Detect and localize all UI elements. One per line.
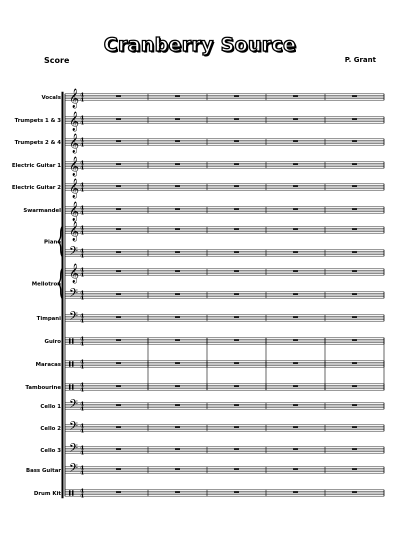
whole-rest: [293, 385, 298, 386]
instrument-name: Piano: [44, 239, 61, 246]
whole-rest: [352, 140, 357, 141]
whole-rest: [175, 228, 180, 229]
time-signature-bottom: 4: [79, 406, 85, 413]
whole-rest: [116, 468, 121, 469]
time-signature-bottom: 4: [79, 470, 85, 477]
whole-rest: [293, 251, 298, 252]
time-signature-top: 4: [79, 160, 85, 167]
time-signature-bottom: 4: [79, 253, 85, 260]
whole-rest: [175, 339, 180, 340]
whole-rest: [116, 118, 121, 119]
time-signature-bottom: 4: [79, 493, 85, 500]
instrument-name: Maracas: [35, 362, 61, 368]
treble-clef: 𝄞: [69, 178, 80, 199]
whole-rest: [234, 185, 239, 186]
whole-rest: [352, 293, 357, 294]
whole-rest: [352, 95, 357, 96]
percussion-clef: [69, 338, 71, 343]
whole-rest: [234, 448, 239, 449]
percussion-clef: [72, 490, 74, 495]
whole-rest: [293, 491, 298, 492]
whole-rest: [175, 293, 180, 294]
whole-rest: [352, 185, 357, 186]
whole-rest: [352, 251, 357, 252]
bass-clef: 𝄢: [69, 287, 79, 303]
whole-rest: [293, 270, 298, 271]
time-signature-top: 4: [79, 382, 85, 389]
whole-rest: [293, 339, 298, 340]
whole-rest: [116, 251, 121, 252]
whole-rest: [293, 140, 298, 141]
time-signature-bottom: 4: [79, 364, 85, 371]
whole-rest: [175, 491, 180, 492]
time-signature-top: 4: [79, 488, 85, 495]
percussion-clef: [72, 361, 74, 366]
whole-rest: [116, 491, 121, 492]
whole-rest: [234, 316, 239, 317]
treble-clef: 𝄞: [69, 88, 80, 109]
whole-rest: [234, 228, 239, 229]
whole-rest: [234, 468, 239, 469]
time-signature-bottom: 4: [79, 187, 85, 194]
whole-rest: [116, 448, 121, 449]
time-signature-bottom: 4: [79, 387, 85, 394]
time-signature-top: 4: [79, 465, 85, 472]
time-signature-bottom: 4: [79, 450, 85, 457]
whole-rest: [116, 228, 121, 229]
instrument-name: Electric Guitar 1: [11, 163, 61, 169]
whole-rest: [352, 118, 357, 119]
instrument-name: Vocals: [41, 95, 61, 101]
whole-rest: [293, 228, 298, 229]
instrument-name: Electric Guitar 2: [11, 185, 61, 191]
whole-rest: [175, 316, 180, 317]
whole-rest: [352, 404, 357, 405]
percussion-clef: [69, 361, 71, 366]
instrument-name: Bass Guitar: [25, 468, 61, 474]
time-signature-bottom: 4: [79, 318, 85, 325]
time-signature-bottom: 4: [79, 210, 85, 217]
whole-rest: [293, 468, 298, 469]
whole-rest: [116, 339, 121, 340]
percussion-clef: [72, 384, 74, 389]
whole-rest: [116, 362, 121, 363]
whole-rest: [234, 270, 239, 271]
composer-name: P. Grant: [344, 56, 376, 64]
time-signature-bottom: 4: [79, 341, 85, 348]
time-signature-top: 4: [79, 401, 85, 408]
time-signature-top: 4: [79, 290, 85, 297]
time-signature-top: 4: [79, 359, 85, 366]
whole-rest: [293, 118, 298, 119]
time-signature-top: 4: [79, 423, 85, 430]
treble-clef: 𝄞: [69, 221, 80, 242]
whole-rest: [175, 468, 180, 469]
instrument-name: Cello 1: [40, 404, 61, 410]
whole-rest: [116, 385, 121, 386]
whole-rest: [234, 491, 239, 492]
whole-rest: [175, 208, 180, 209]
instrument-name: Trumpets 1 & 3: [14, 118, 61, 124]
whole-rest: [234, 293, 239, 294]
whole-rest: [293, 293, 298, 294]
whole-rest: [293, 404, 298, 405]
whole-rest: [116, 270, 121, 271]
time-signature-top: 4: [79, 336, 85, 343]
whole-rest: [175, 185, 180, 186]
whole-rest: [293, 163, 298, 164]
time-signature-bottom: 4: [79, 230, 85, 237]
time-signature-top: 4: [79, 182, 85, 189]
instrument-name: Cello 2: [40, 426, 61, 432]
whole-rest: [293, 185, 298, 186]
bass-clef: 𝄢: [69, 398, 79, 414]
treble-clef: 𝄞: [69, 156, 80, 177]
treble-clef: 𝄞: [69, 133, 80, 154]
time-signature-top: 4: [79, 92, 85, 99]
time-signature-bottom: 4: [79, 97, 85, 104]
instrument-name: Timpani: [36, 316, 61, 322]
time-signature-bottom: 4: [79, 142, 85, 149]
whole-rest: [352, 163, 357, 164]
treble-clef: 𝄞: [69, 111, 80, 132]
time-signature-bottom: 4: [79, 272, 85, 279]
whole-rest: [293, 426, 298, 427]
whole-rest: [234, 118, 239, 119]
whole-rest: [234, 339, 239, 340]
treble-clef: 𝄞: [69, 263, 80, 284]
whole-rest: [293, 448, 298, 449]
time-signature-bottom: 4: [79, 165, 85, 172]
whole-rest: [116, 185, 121, 186]
whole-rest: [234, 95, 239, 96]
time-signature-bottom: 4: [79, 120, 85, 127]
whole-rest: [175, 140, 180, 141]
whole-rest: [293, 362, 298, 363]
whole-rest: [352, 316, 357, 317]
whole-rest: [234, 163, 239, 164]
whole-rest: [116, 140, 121, 141]
percussion-clef: [69, 384, 71, 389]
whole-rest: [175, 426, 180, 427]
whole-rest: [234, 208, 239, 209]
time-signature-top: 4: [79, 445, 85, 452]
score-title: Cranberry Source: [103, 34, 297, 56]
whole-rest: [352, 362, 357, 363]
whole-rest: [352, 426, 357, 427]
whole-rest: [352, 468, 357, 469]
whole-rest: [116, 95, 121, 96]
whole-rest: [175, 385, 180, 386]
whole-rest: [116, 404, 121, 405]
whole-rest: [234, 404, 239, 405]
whole-rest: [175, 362, 180, 363]
whole-rest: [234, 362, 239, 363]
bass-clef: 𝄢: [69, 420, 79, 436]
whole-rest: [116, 316, 121, 317]
whole-rest: [175, 404, 180, 405]
whole-rest: [116, 293, 121, 294]
whole-rest: [352, 385, 357, 386]
instrument-name: Guiro: [44, 339, 61, 345]
time-signature-top: 4: [79, 267, 85, 274]
whole-rest: [234, 385, 239, 386]
whole-rest: [175, 95, 180, 96]
time-signature-bottom: 4: [79, 428, 85, 435]
percussion-clef: [72, 338, 74, 343]
whole-rest: [175, 270, 180, 271]
whole-rest: [116, 208, 121, 209]
whole-rest: [352, 491, 357, 492]
treble-clef: 𝄞: [69, 201, 80, 222]
whole-rest: [293, 95, 298, 96]
instrument-name: Mellotron: [31, 281, 61, 288]
whole-rest: [352, 270, 357, 271]
whole-rest: [175, 118, 180, 119]
whole-rest: [352, 339, 357, 340]
whole-rest: [175, 448, 180, 449]
score-label: Score: [44, 56, 70, 65]
time-signature-bottom: 4: [79, 295, 85, 302]
bass-clef: 𝄢: [69, 310, 79, 326]
whole-rest: [293, 208, 298, 209]
time-signature-top: 4: [79, 205, 85, 212]
time-signature-top: 4: [79, 313, 85, 320]
bass-clef: 𝄢: [69, 442, 79, 458]
instrument-name: Trumpets 2 & 4: [14, 140, 61, 146]
whole-rest: [116, 426, 121, 427]
whole-rest: [352, 208, 357, 209]
time-signature-top: 4: [79, 248, 85, 255]
instrument-name: Cello 3: [40, 448, 61, 454]
bass-clef: 𝄢: [69, 245, 79, 261]
whole-rest: [234, 251, 239, 252]
whole-rest: [116, 163, 121, 164]
whole-rest: [175, 251, 180, 252]
instrument-name: Drum Kit: [33, 491, 61, 497]
whole-rest: [234, 140, 239, 141]
time-signature-top: 4: [79, 225, 85, 232]
instrument-name: Swarmandel: [23, 208, 61, 214]
whole-rest: [175, 163, 180, 164]
whole-rest: [352, 448, 357, 449]
time-signature-top: 4: [79, 137, 85, 144]
bass-clef: 𝄢: [69, 462, 79, 478]
percussion-clef: [69, 490, 71, 495]
whole-rest: [293, 316, 298, 317]
whole-rest: [352, 228, 357, 229]
time-signature-top: 4: [79, 115, 85, 122]
instrument-name: Tambourine: [25, 385, 61, 391]
whole-rest: [234, 426, 239, 427]
